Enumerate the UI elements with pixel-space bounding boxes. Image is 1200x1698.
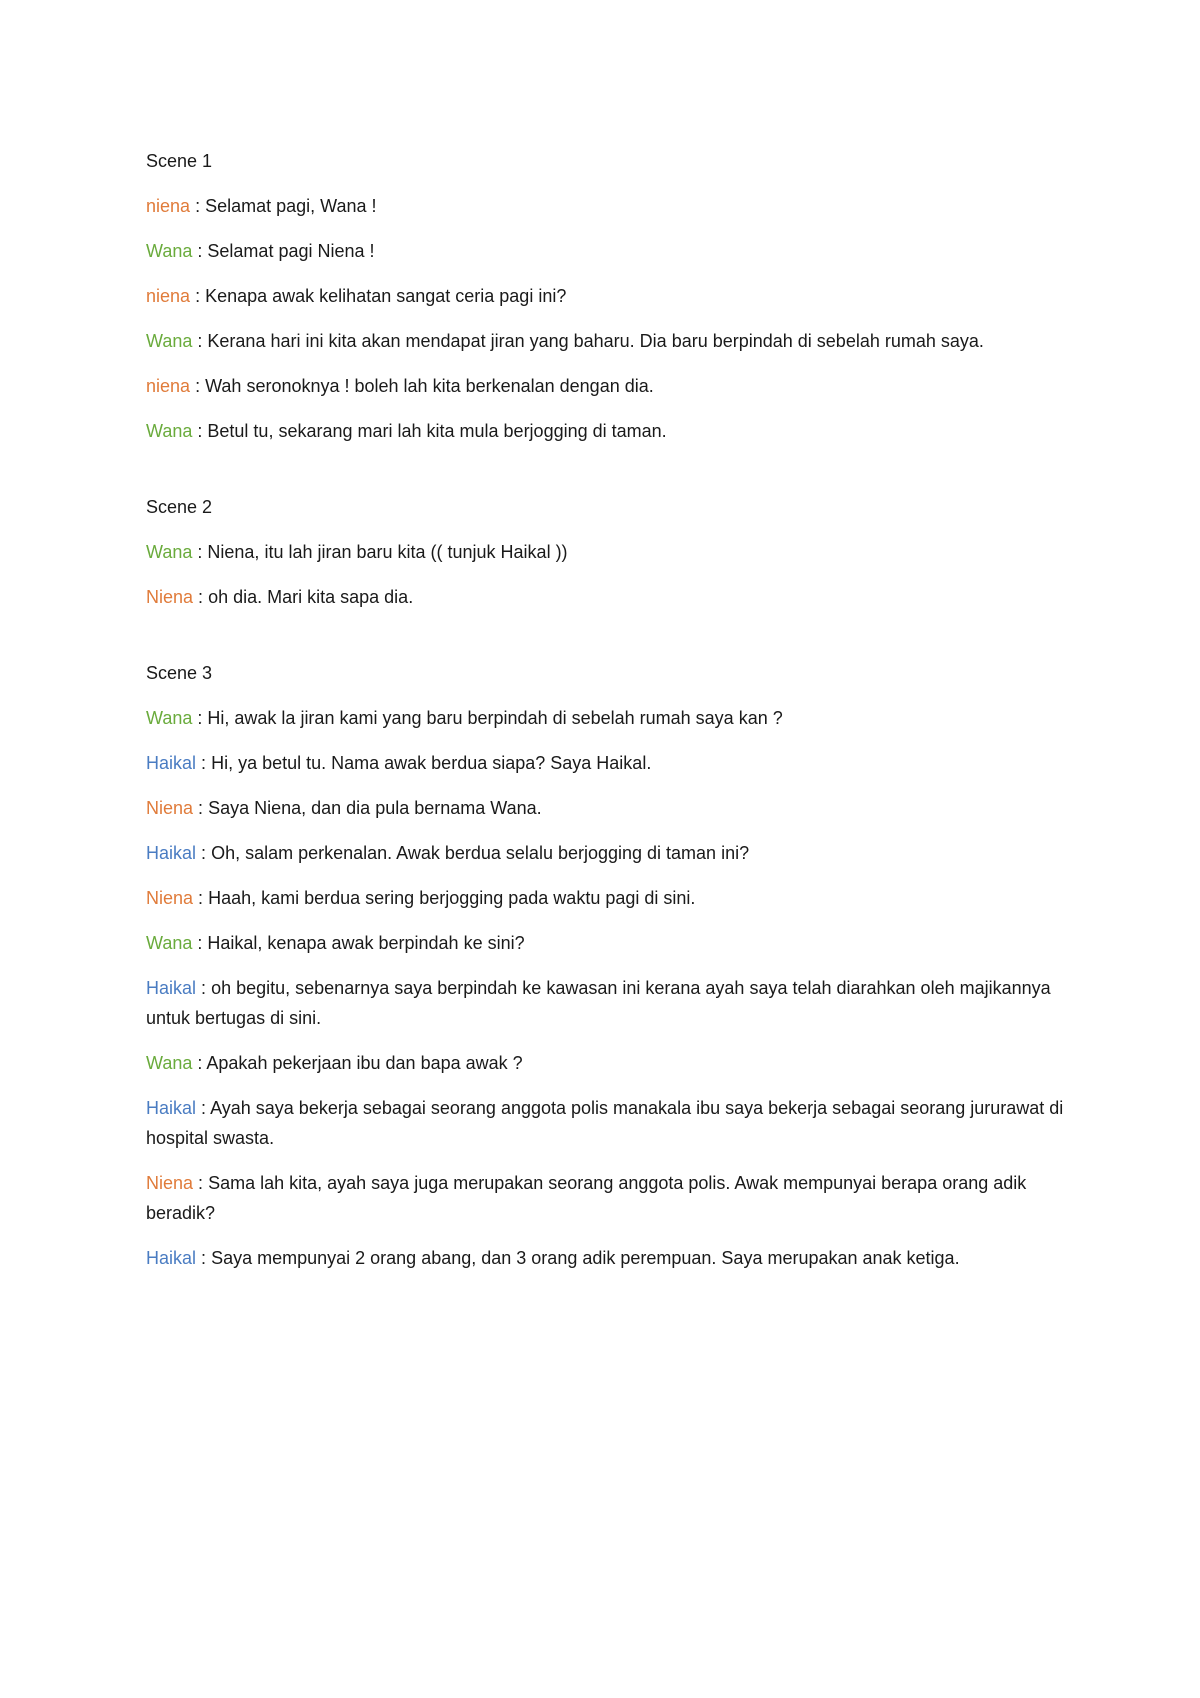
scene-title: Scene 2	[146, 497, 213, 517]
dialogue-line	[146, 371, 1066, 401]
speaker-name: Haikal	[146, 1248, 197, 1268]
colon-separator: :	[195, 376, 201, 396]
dialogue-line	[146, 281, 1066, 311]
colon-separator: :	[195, 196, 201, 216]
colon-separator: :	[197, 421, 203, 441]
dialogue-text: Sama lah kita, ayah saya juga merupakan seorang anggota polis. Awak mempunyai berapa orang adik beradik?	[146, 1173, 1027, 1223]
document-page	[146, 146, 1066, 1319]
dialogue-line	[146, 1048, 1066, 1078]
scene-2	[146, 492, 1066, 612]
colon-separator: :	[201, 843, 207, 863]
scene-title: Scene 3	[146, 663, 213, 683]
dialogue-text: Haikal, kenapa awak berpindah ke sini?	[207, 933, 525, 953]
speaker-name: Wana	[146, 241, 193, 261]
speaker-name: Wana	[146, 542, 193, 562]
dialogue-text: Selamat pagi, Wana !	[205, 196, 377, 216]
speaker-name: niena	[146, 286, 191, 306]
colon-separator: :	[201, 1098, 207, 1118]
dialogue-line	[146, 537, 1066, 567]
dialogue-text: Hi, ya betul tu. Nama awak berdua siapa? Saya Haikal.	[211, 753, 652, 773]
colon-separator: :	[197, 241, 203, 261]
dialogue-line	[146, 1093, 1066, 1153]
dialogue-text: oh begitu, sebenarnya saya berpindah ke kawasan ini kerana ayah saya telah diarahkan oleh majikannya untuk bertugas di sini.	[146, 978, 1051, 1028]
dialogue-text: Selamat pagi Niena !	[207, 241, 375, 261]
dialogue-line	[146, 973, 1066, 1033]
dialogue-text: oh dia. Mari kita sapa dia.	[208, 587, 414, 607]
dialogue-text: Niena, itu lah jiran baru kita (( tunjuk Haikal ))	[207, 542, 568, 562]
dialogue-line	[146, 928, 1066, 958]
colon-separator: :	[198, 1173, 204, 1193]
speaker-name: niena	[146, 196, 191, 216]
scene-3	[146, 658, 1066, 1273]
speaker-name: Haikal	[146, 753, 197, 773]
colon-separator: :	[197, 708, 203, 728]
colon-separator: :	[197, 542, 203, 562]
dialogue-line	[146, 416, 1066, 446]
dialogue-line	[146, 838, 1066, 868]
dialogue-text: Ayah saya bekerja sebagai seorang anggota polis manakala ibu saya bekerja sebagai seorang jururawat di hospital swasta.	[146, 1098, 1064, 1148]
speaker-name: Niena	[146, 888, 194, 908]
dialogue-text: Saya Niena, dan dia pula bernama Wana.	[208, 798, 542, 818]
scene-title: Scene 1	[146, 151, 213, 171]
dialogue-text: Hi, awak la jiran kami yang baru berpindah di sebelah rumah saya kan ?	[207, 708, 783, 728]
dialogue-line	[146, 1243, 1066, 1273]
speaker-name: Haikal	[146, 1098, 197, 1118]
speaker-name: Haikal	[146, 978, 197, 998]
dialogue-line	[146, 793, 1066, 823]
dialogue-text: Wah seronoknya ! boleh lah kita berkenalan dengan dia.	[205, 376, 654, 396]
colon-separator: :	[197, 1053, 203, 1073]
dialogue-line	[146, 703, 1066, 733]
speaker-name: niena	[146, 376, 191, 396]
dialogue-text: Kenapa awak kelihatan sangat ceria pagi ini?	[205, 286, 567, 306]
dialogue-line	[146, 582, 1066, 612]
dialogue-text: Saya mempunyai 2 orang abang, dan 3 orang adik perempuan. Saya merupakan anak ketiga.	[211, 1248, 960, 1268]
colon-separator: :	[201, 753, 207, 773]
colon-separator: :	[201, 978, 207, 998]
colon-separator: :	[195, 286, 201, 306]
speaker-name: Wana	[146, 421, 193, 441]
dialogue-line	[146, 1168, 1066, 1228]
speaker-name: Niena	[146, 798, 194, 818]
dialogue-text: Kerana hari ini kita akan mendapat jiran yang baharu. Dia baru berpindah di sebelah rumah saya.	[207, 331, 984, 351]
dialogue-line	[146, 236, 1066, 266]
colon-separator: :	[198, 888, 204, 908]
colon-separator: :	[198, 587, 204, 607]
speaker-name: Niena	[146, 587, 194, 607]
colon-separator: :	[197, 331, 203, 351]
scene-1	[146, 146, 1066, 446]
speaker-name: Wana	[146, 708, 193, 728]
dialogue-text: Oh, salam perkenalan. Awak berdua selalu berjogging di taman ini?	[211, 843, 750, 863]
dialogue-line	[146, 883, 1066, 913]
speaker-name: Wana	[146, 1053, 193, 1073]
colon-separator: :	[198, 798, 204, 818]
dialogue-text: Apakah pekerjaan ibu dan bapa awak ?	[206, 1053, 523, 1073]
speaker-name: Wana	[146, 331, 193, 351]
speaker-name: Haikal	[146, 843, 197, 863]
dialogue-line	[146, 748, 1066, 778]
dialogue-text: Betul tu, sekarang mari lah kita mula berjogging di taman.	[207, 421, 667, 441]
speaker-name: Niena	[146, 1173, 194, 1193]
dialogue-line	[146, 326, 1066, 356]
dialogue-text: Haah, kami berdua sering berjogging pada waktu pagi di sini.	[208, 888, 696, 908]
colon-separator: :	[197, 933, 203, 953]
dialogue-line	[146, 191, 1066, 221]
colon-separator: :	[201, 1248, 207, 1268]
speaker-name: Wana	[146, 933, 193, 953]
